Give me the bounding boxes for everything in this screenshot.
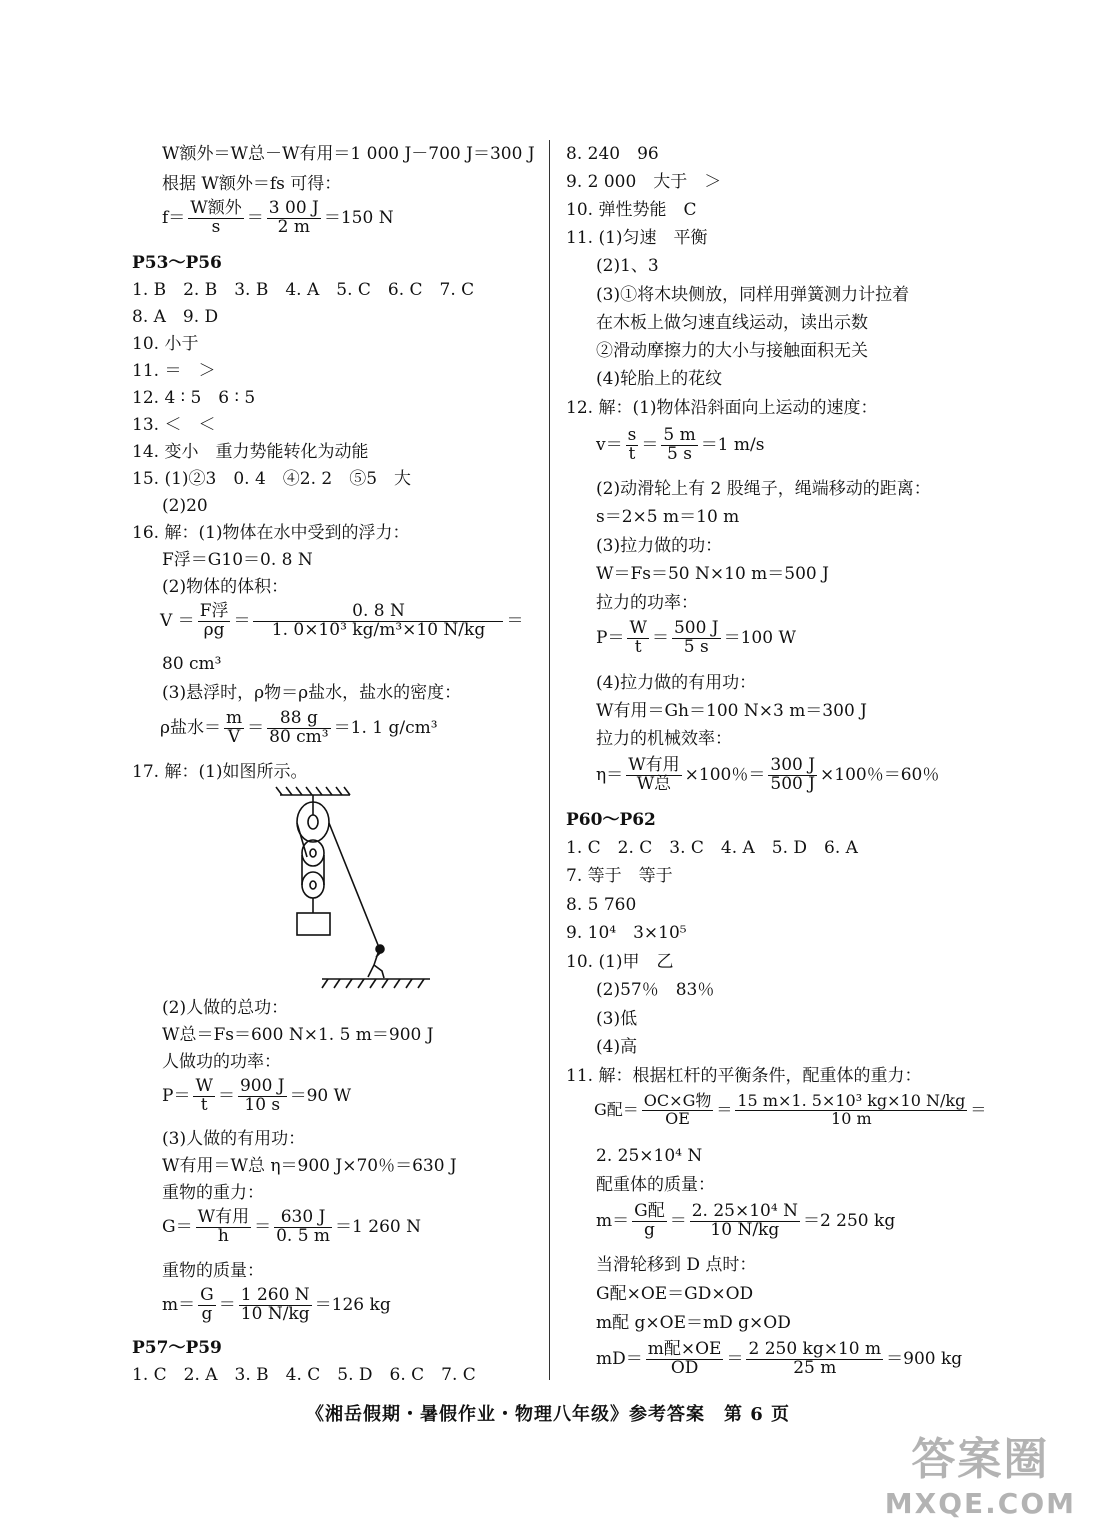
right-line-22: 1. C 2. C 3. C 4. A 5. D 6. A bbox=[566, 838, 858, 858]
right-line-5: (2)1、3 bbox=[596, 256, 659, 276]
right-line-33: 配重体的质量： bbox=[596, 1175, 715, 1195]
left-line-10: 14. 变小 重力势能转化为动能 bbox=[132, 442, 369, 462]
right-line-15: W＝Fs＝50 N×10 m＝500 J bbox=[596, 564, 829, 584]
right-line-37: m配 g×OE＝mD g×OD bbox=[596, 1313, 791, 1333]
right-line-10: 12. 解：(1)物体沿斜面向上运动的速度： bbox=[566, 398, 878, 418]
watermark-logo bbox=[885, 1423, 1076, 1520]
left-line-6: 10. 小于 bbox=[132, 334, 199, 354]
left-line-14: F浮＝G10＝0. 8 N bbox=[162, 550, 313, 570]
right-line-3: 10. 弹性势能 C bbox=[566, 200, 697, 220]
right-line-35: 当滑轮移到 D 点时： bbox=[596, 1255, 757, 1275]
section-heading-p57: P57～P59 bbox=[132, 1338, 222, 1358]
right-line-6: (3)①将木块侧放，同样用弹簧测力计拉着 bbox=[596, 285, 910, 305]
watermark-line-2: MXQE.COM bbox=[884, 1487, 1076, 1520]
column-divider bbox=[549, 140, 550, 1380]
right-line-7: 在木板上做匀速直线运动，读出示数 bbox=[596, 313, 868, 333]
formula-friction: f＝ W额外 s ＝ $\frac{3 00 J}{2 m}$ ＝150 N bbox=[162, 198, 394, 237]
right-line-30: 11. 解：根据杠杆的平衡条件，配重体的重力： bbox=[566, 1066, 922, 1086]
formula-density: ρ盐水＝ $\frac{m}{V}$ ＝ $\frac{88 g}{\text{80 cm³}}$ ＝1. 1 g/cm³ bbox=[160, 708, 438, 747]
left-line-11: 15. (1)②3 0. 4 ④2. 2 ⑤5 大 bbox=[132, 469, 412, 489]
section-heading-p60: P60～P62 bbox=[566, 810, 656, 830]
right-line-9: (4)轮胎上的花纹 bbox=[596, 369, 723, 389]
left-line-21: (2)人做的总功： bbox=[162, 998, 289, 1018]
left-line-29: 重物的质量： bbox=[162, 1261, 264, 1281]
section-heading-p53: P53～P56 bbox=[132, 253, 222, 273]
left-line-26: W有用＝W总 η＝900 J×70％＝630 J bbox=[162, 1156, 457, 1176]
formula-speed: v＝ $\frac{s}{t}$ ＝ $\frac{5 m}{5 s}$ ＝1 m/s bbox=[596, 425, 765, 464]
left-line-12: (2)20 bbox=[162, 496, 208, 516]
right-line-16: 拉力的功率： bbox=[596, 593, 698, 613]
left-line-25: (3)人做的有用功： bbox=[162, 1129, 306, 1149]
right-line-13: s＝2×5 m＝10 m bbox=[596, 507, 740, 527]
page-footer: 《湘岳假期・暑假作业・物理八年级》参考答案 第 6 页 bbox=[305, 1404, 791, 1425]
right-line-29: (4)高 bbox=[596, 1037, 638, 1057]
right-line-12: (2)动滑轮上有 2 股绳子，绳端移动的距离： bbox=[596, 479, 931, 499]
left-line-13: 16. 解：(1)物体在水中受到的浮力： bbox=[132, 523, 410, 543]
formula-power-2: P＝ $\frac{W}{t}$ ＝ $\frac{500 J}{5 s}$ ＝100 W bbox=[596, 618, 796, 657]
left-line-20: 17. 解：(1)如图所示。 bbox=[132, 762, 308, 782]
formula-volume: V ＝ F浮 ρg ＝ $\frac{0. 8 N}{\text{1. 0×10³ kg/m³×10 N/kg}}$ ＝ bbox=[160, 601, 524, 640]
left-line-17: 80 cm³ bbox=[162, 654, 222, 674]
right-line-8: ②滑动摩擦力的大小与接触面积无关 bbox=[596, 341, 868, 361]
left-line-15: (2)物体的体积： bbox=[162, 577, 289, 597]
right-line-1: 8. 240 96 bbox=[566, 144, 659, 164]
left-line-22: W总＝Fs＝600 N×1. 5 m＝900 J bbox=[162, 1025, 434, 1045]
right-line-36: G配×OE＝GD×OD bbox=[596, 1284, 754, 1304]
formula-efficiency: η＝ W有用 W总 ×100％＝ $\frac{300 J}{500 J}$ ×100％＝60％ bbox=[596, 755, 940, 794]
left-line-5: 8. A 9. D bbox=[132, 307, 219, 327]
right-line-4: 11. (1)匀速 平衡 bbox=[566, 228, 708, 248]
left-line-31: 1. C 2. A 3. B 4. C 5. D 6. C 7. C bbox=[132, 1365, 476, 1385]
right-line-27: (2)57％ 83％ bbox=[596, 980, 715, 1000]
formula-counterweight: G配＝ OC×G物 OE ＝ $\frac{\text{15 m×1. 5×10³ kg×10 N/kg}}{10 m}$ ＝ bbox=[594, 1091, 987, 1128]
left-line-27: 重物的重力： bbox=[162, 1183, 264, 1203]
right-line-24: 8. 5 760 bbox=[566, 895, 637, 915]
right-line-20: 拉力的机械效率： bbox=[596, 729, 732, 749]
right-line-25: 9. 10⁴ 3×10⁵ bbox=[566, 923, 687, 943]
right-line-18: (4)拉力做的有用功： bbox=[596, 673, 757, 693]
left-line-2: 根据 W额外＝fs 可得： bbox=[162, 174, 342, 194]
pulley-diagram bbox=[270, 785, 440, 990]
right-line-14: (3)拉力做的功： bbox=[596, 536, 723, 556]
left-line-7: 11. ＝ ＞ bbox=[132, 361, 216, 381]
left-line-1: W额外＝W总－W有用＝1 000 J－700 J＝300 J bbox=[162, 144, 535, 164]
right-line-19: W有用＝Gh＝100 N×3 m＝300 J bbox=[596, 701, 867, 721]
left-line-23: 人做功的功率： bbox=[162, 1052, 281, 1072]
right-line-23: 7. 等于 等于 bbox=[566, 866, 673, 886]
right-line-32: 2. 25×10⁴ N bbox=[596, 1146, 703, 1166]
formula-mass-d: mD＝ m配×OE OD ＝ $\frac{2 250 kg\times 10 m}{25 m}$ ＝900 kg bbox=[596, 1339, 963, 1378]
left-line-8: 12. 4 ∶ 5 6 ∶ 5 bbox=[132, 388, 256, 408]
formula-gravity: G＝ W有用 h ＝ $\frac{630 J}{0. 5 m}$ ＝1 260 N bbox=[162, 1207, 421, 1246]
left-line-18: (3)悬浮时，ρ物＝ρ盐水，盐水的密度： bbox=[162, 683, 462, 703]
left-line-9: 13. ＜ ＜ bbox=[132, 415, 216, 435]
right-line-2: 9. 2 000 大于 ＞ bbox=[566, 172, 722, 192]
left-line-4: 1. B 2. B 3. B 4. A 5. C 6. C 7. C bbox=[132, 280, 475, 300]
watermark-line-1: 答案圈 bbox=[911, 1434, 1050, 1485]
right-line-28: (3)低 bbox=[596, 1009, 638, 1029]
formula-mass: m＝ $\frac{G}{g}$ ＝ $\frac{1 260 N}{10 N/kg}$ ＝126 kg bbox=[162, 1285, 391, 1324]
right-line-26: 10. (1)甲 乙 bbox=[566, 952, 674, 972]
formula-power-1: P＝ $\frac{W}{t}$ ＝ $\frac{900 J}{10 s}$ ＝90 W bbox=[162, 1076, 352, 1115]
formula-counterweight-mass: m＝ G配 g ＝ $\frac{\text{2. 25×10⁴ N}}{10 N/kg}$ ＝2 250 kg bbox=[596, 1201, 896, 1240]
